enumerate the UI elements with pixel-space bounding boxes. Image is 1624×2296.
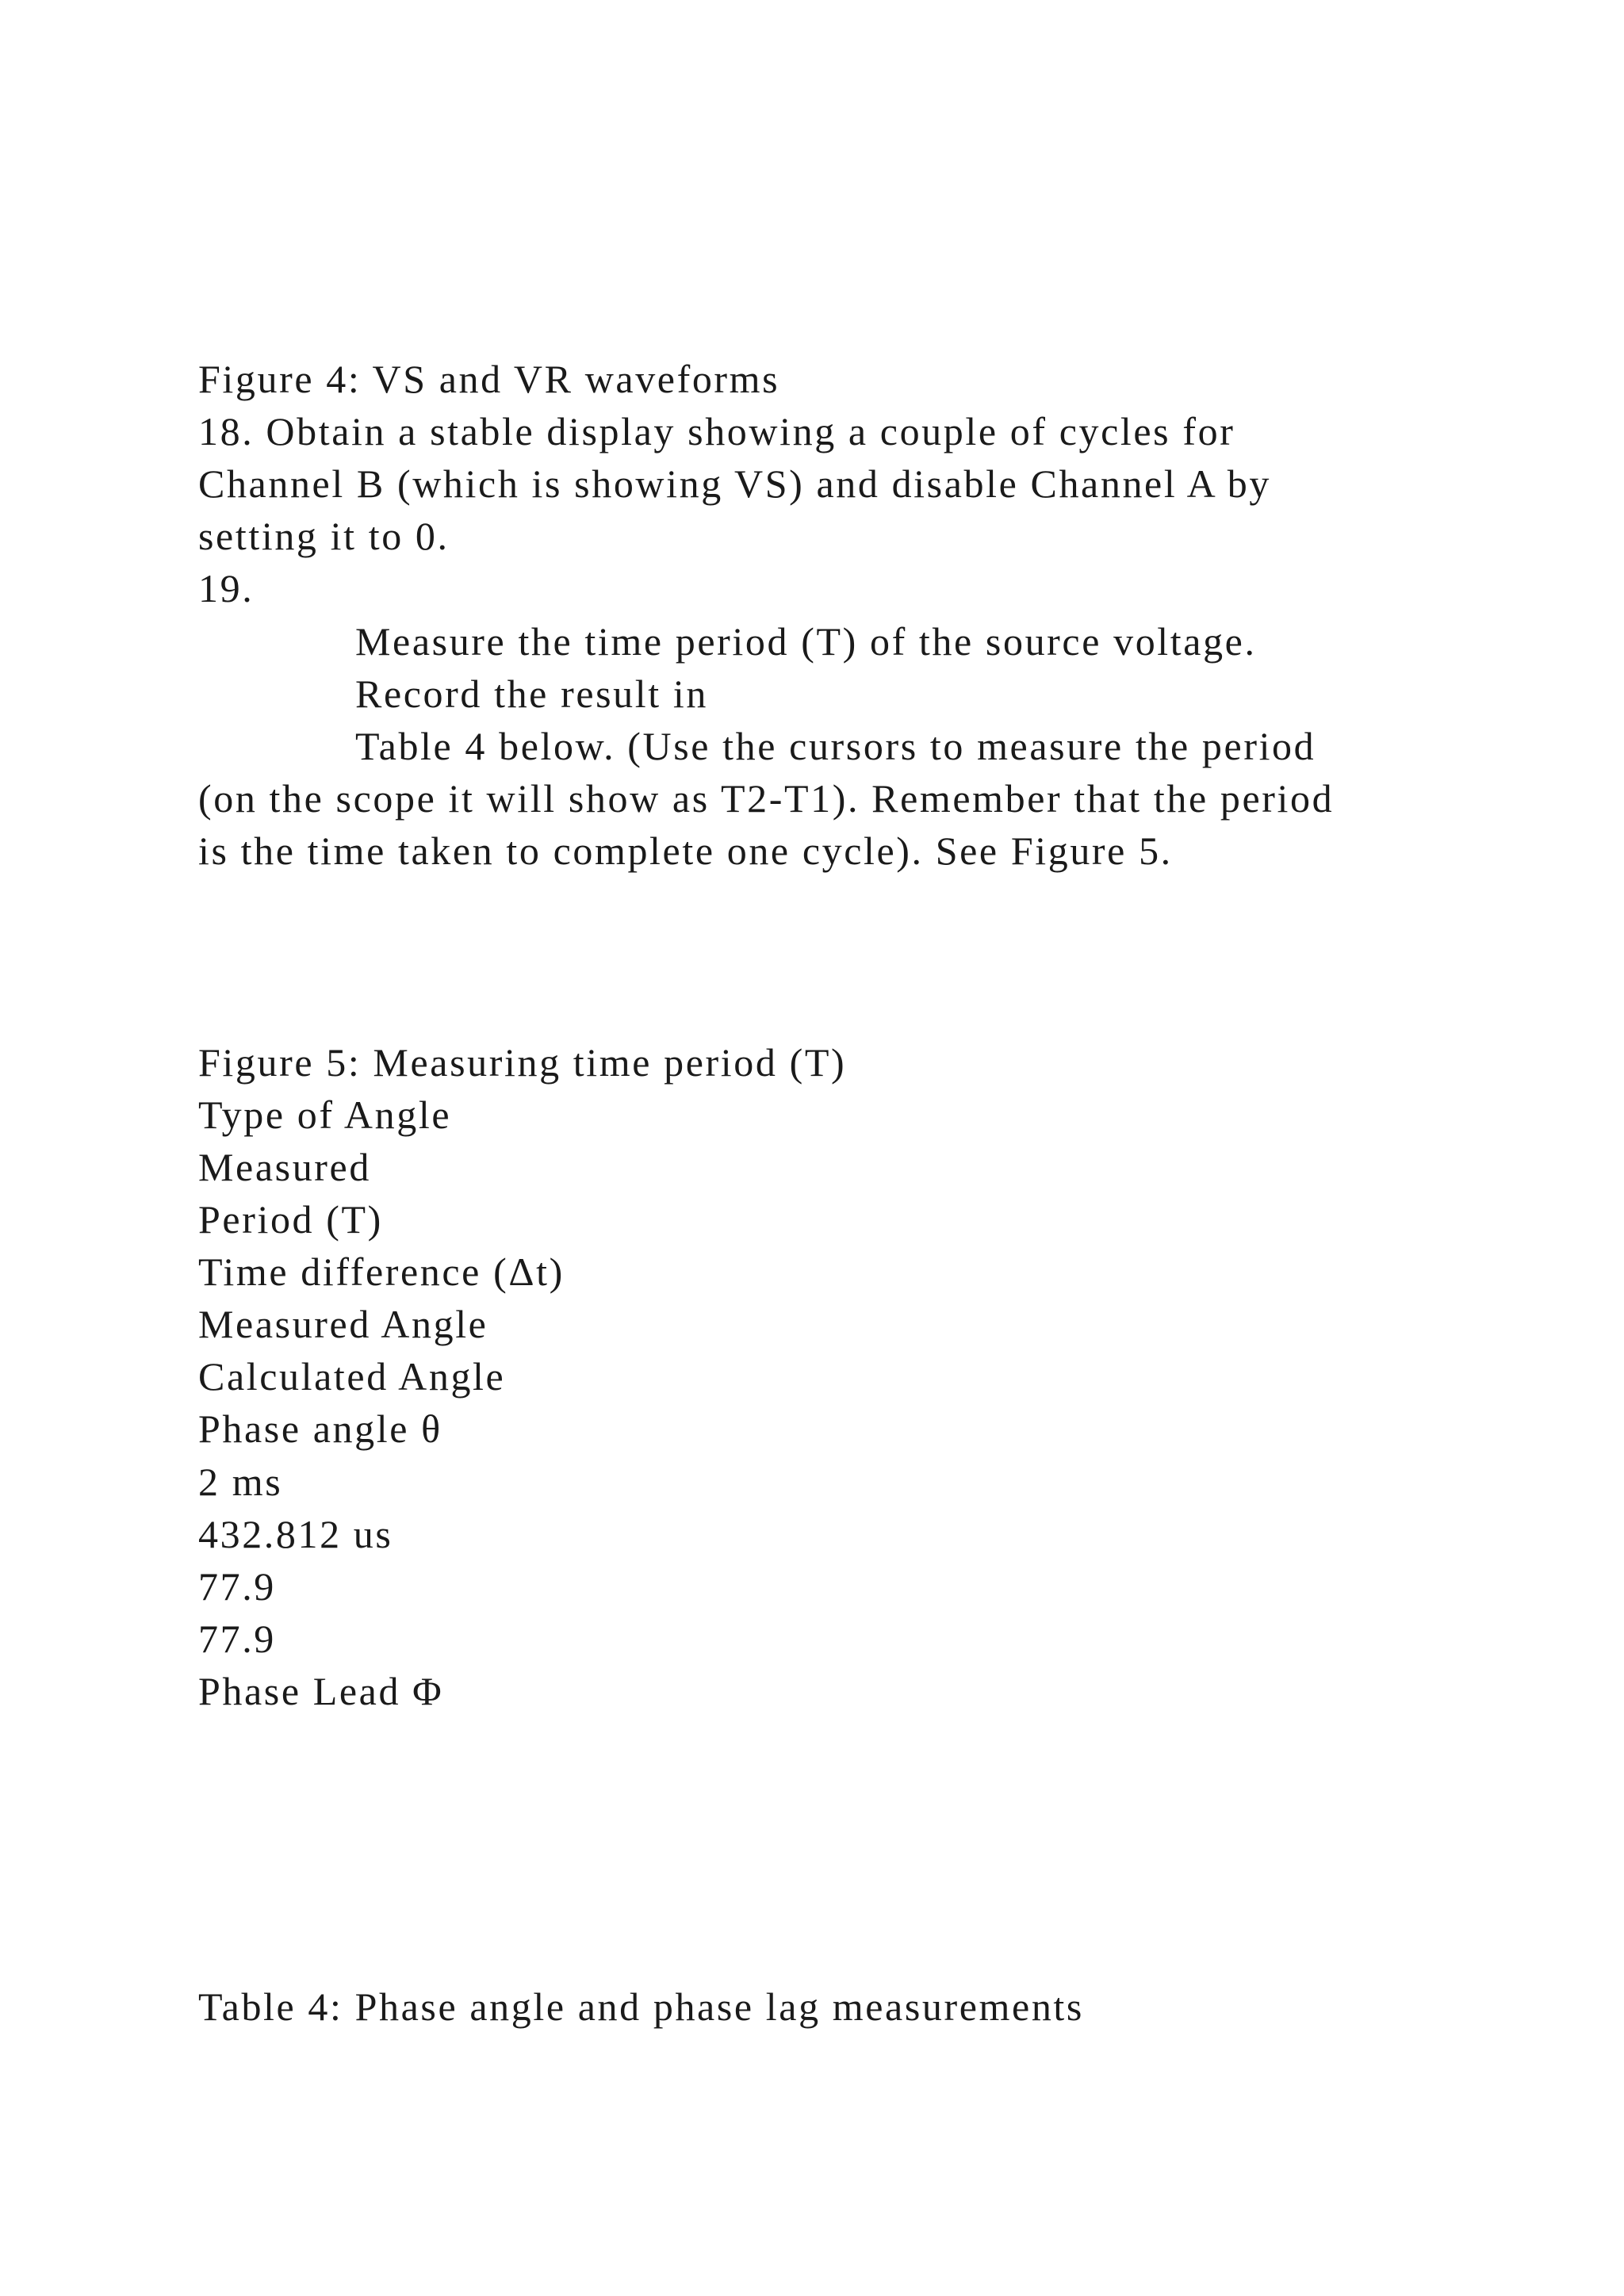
table-cell-text: Measured Angle	[198, 1302, 488, 1346]
table-cell-value: 2 ms	[198, 1460, 283, 1504]
step-18-text-line: 18. Obtain a stable display showing a couple of cycles for	[198, 409, 1235, 453]
table-cell-value: 77.9	[198, 1564, 276, 1609]
step-19-text-line: (on the scope it will show as T2-T1). Remember that the period	[198, 776, 1335, 821]
step-19-text-line: Table 4 below. (Use the cursors to measure the period	[355, 724, 1316, 768]
figure-5-caption: Figure 5: Measuring time period (T)	[198, 1040, 847, 1085]
figure-4-caption: Figure 4: VS and VR waveforms	[198, 357, 780, 401]
step-19-text-line: is the time taken to complete one cycle). See Figure 5.	[198, 828, 1173, 873]
step-19-number: 19.	[198, 566, 255, 610]
table-cell-text: Time difference (Δt)	[198, 1249, 565, 1294]
table-cell-text: Period (T)	[198, 1197, 383, 1242]
step-18-text-line: setting it to 0.	[198, 514, 450, 558]
table-cell-value: 432.812 us	[198, 1512, 393, 1556]
step-19-text-line: Record the result in	[355, 672, 708, 716]
table-cell-text: Type of Angle	[198, 1093, 452, 1137]
table-cell-text: Measured	[198, 1145, 371, 1189]
table-cell-text: Calculated Angle	[198, 1354, 506, 1399]
step-19-text-line: Measure the time period (T) of the source voltage.	[355, 619, 1257, 664]
table-cell-value: 77.9	[198, 1617, 276, 1661]
table-4-caption: Table 4: Phase angle and phase lag measurements	[198, 1984, 1084, 2029]
step-18-text-line: Channel B (which is showing VS) and disable Channel A by	[198, 461, 1271, 506]
table-cell-text: Phase Lead Φ	[198, 1669, 444, 1713]
table-cell-text: Phase angle θ	[198, 1406, 442, 1451]
